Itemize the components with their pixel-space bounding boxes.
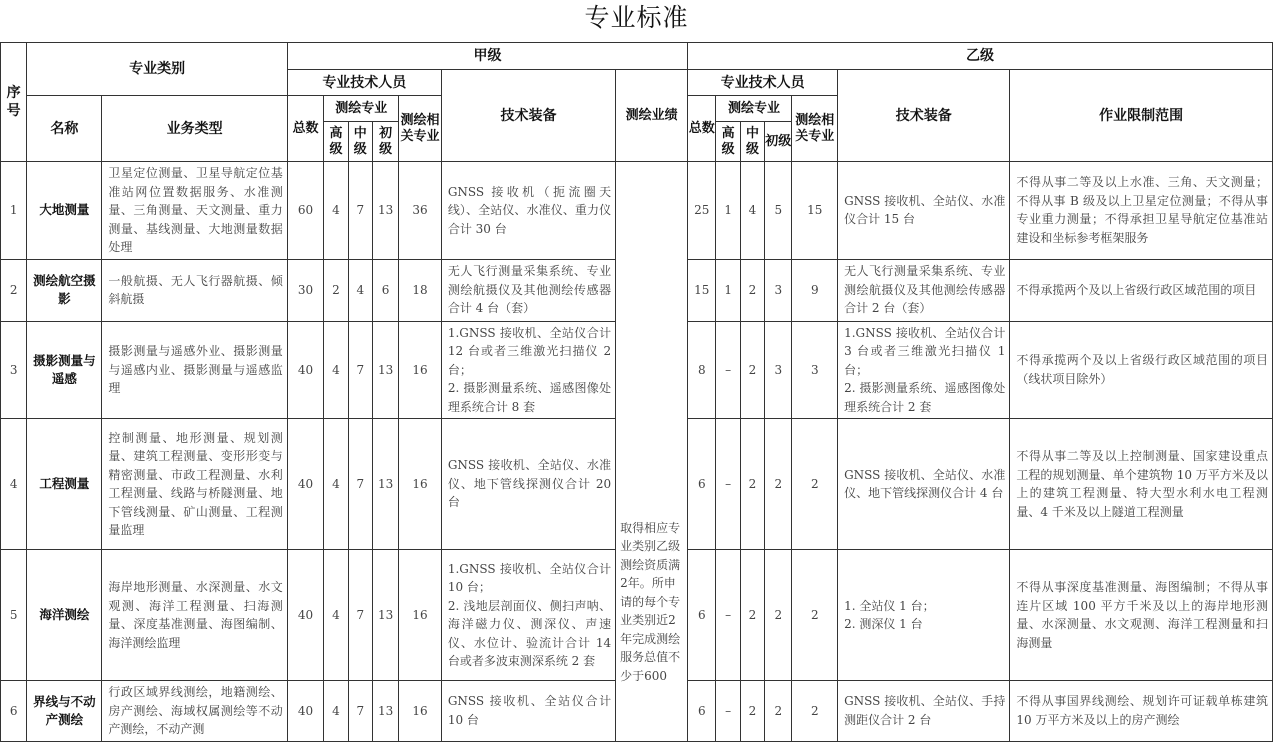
row-seq: 2 [1, 259, 27, 321]
row-b-junior: 2 [765, 550, 792, 681]
row-a-equipment: GNSS 接收机、全站仪合计 10 台 [441, 681, 615, 742]
row-scope: 不得承揽两个及以上省级行政区域范围的项目（线状项目除外） [1010, 321, 1273, 419]
row-a-related: 16 [399, 419, 442, 550]
row-business: 海岸地形测量、水深测量、水文观测、海洋工程测量、扫海测量、深度基准测量、海图编制、海洋测绘监理 [102, 550, 287, 681]
row-b-related: 2 [792, 550, 838, 681]
row-b-related: 2 [792, 681, 838, 742]
header-a-junior: 初级 [372, 122, 398, 162]
row-business: 行政区域界线测绘，地籍测绘、房产测绘、海域权属测绘等不动产测绘，不动产测 [102, 681, 287, 742]
row-b-related: 3 [792, 321, 838, 419]
row-b-equipment: 1.GNSS 接收机、全站仪合计 3 台或者三维激光扫描仪 1 台； 2. 摄影测量系统、遥感图像处理系统合计 2 套 [838, 321, 1010, 419]
page-title: 专业标准 [584, 3, 689, 32]
row-a-equipment: 1.GNSS 接收机、全站仪合计 12 台或者三维激光扫描仪 2 台； 2. 摄影测量系统、遥感图像处理系统合计 8 套 [441, 321, 615, 419]
row-scope: 不得从事二等及以上控制测量、国家建设重点工程的规划测量、单个建筑物 10 万平方米及以上的建筑工程测量、特大型水利水电工程测量、4 千米及以上隧道工程测量 [1010, 419, 1273, 550]
row-b-senior: – [716, 681, 740, 742]
row-seq: 3 [1, 321, 27, 419]
row-a-senior: 4 [324, 550, 348, 681]
row-b-total: 6 [688, 419, 716, 550]
header-scope: 作业限制范围 [1010, 70, 1273, 162]
row-name: 界线与不动产测绘 [27, 681, 102, 742]
row-a-senior: 4 [324, 419, 348, 550]
standards-table [0, 42, 1273, 742]
row-b-middle: 2 [740, 681, 764, 742]
row-scope: 不得承揽两个及以上省级行政区域范围的项目 [1010, 259, 1273, 321]
row-name: 大地测量 [27, 162, 102, 260]
row-a-senior: 2 [324, 259, 348, 321]
row-a-total: 30 [287, 259, 323, 321]
row-a-junior: 13 [372, 550, 398, 681]
header-business-type: 业务类型 [102, 96, 287, 162]
header-category: 专业类别 [27, 43, 287, 96]
row-a-related: 16 [399, 550, 442, 681]
row-b-senior: 1 [716, 162, 740, 260]
row-b-junior: 3 [765, 321, 792, 419]
header-a-survey-major: 测绘专业 [324, 96, 399, 122]
header-b-tech-staff: 专业技术人员 [688, 70, 838, 96]
header-a-middle: 中级 [348, 122, 372, 162]
row-b-related: 2 [792, 419, 838, 550]
row-a-junior: 13 [372, 321, 398, 419]
header-seq: 序号 [1, 43, 27, 162]
row-a-middle: 7 [348, 419, 372, 550]
header-b-total: 总数 [688, 96, 716, 162]
row-b-junior: 5 [765, 162, 792, 260]
row-a-equipment: GNSS 接收机、全站仪、水准仪、地下管线探测仪合计 20 台 [441, 419, 615, 550]
row-b-related: 9 [792, 259, 838, 321]
row-b-equipment: 1. 全站仪 1 台； 2. 测深仪 1 台 [838, 550, 1010, 681]
row-a-related: 16 [399, 321, 442, 419]
header-b-middle: 中级 [740, 122, 764, 162]
row-a-senior: 4 [324, 321, 348, 419]
header-a-performance: 测绘业绩 [616, 70, 688, 162]
performance-text: 取得相应专业类别乙级测绘资质满2年。所申请的每个专业类别近2年完成测绘服务总值不少于600 [620, 520, 681, 683]
row-b-middle: 2 [740, 259, 764, 321]
row-scope: 不得从事深度基准测量、海图编制；不得从事连片区域 100 平方千米及以上的海岸地形测量、水深测量、水文观测、海洋工程测量和扫海测量 [1010, 550, 1273, 681]
row-seq: 1 [1, 162, 27, 260]
row-name: 测绘航空摄影 [27, 259, 102, 321]
row-scope: 不得从事二等及以上水准、三角、天文测量；不得从事 B 级及以上卫星定位测量；不得从事专业重力测量；不得承担卫星导航定位基准站建设和坐标参考框架服务 [1010, 162, 1273, 260]
row-a-total: 40 [287, 550, 323, 681]
row-a-senior: 4 [324, 681, 348, 742]
header-grade-b: 乙级 [688, 43, 1273, 70]
row-b-related: 15 [792, 162, 838, 260]
row-a-equipment: 无人飞行测量采集系统、专业测绘航摄仪及其他测绘传感器合计 4 台（套） [441, 259, 615, 321]
header-b-senior: 高级 [716, 122, 740, 162]
row-a-middle: 7 [348, 321, 372, 419]
row-a-junior: 13 [372, 162, 398, 260]
row-a-junior: 6 [372, 259, 398, 321]
row-scope: 不得从事国界线测绘、规划许可证载单栋建筑 10 万平方米及以上的房产测绘 [1010, 681, 1273, 742]
row-b-middle: 2 [740, 419, 764, 550]
row-b-senior: – [716, 321, 740, 419]
row-b-middle: 2 [740, 321, 764, 419]
header-name: 名称 [27, 96, 102, 162]
row-b-total: 6 [688, 550, 716, 681]
header-a-equipment: 技术装备 [441, 70, 615, 162]
row-b-middle: 4 [740, 162, 764, 260]
row-a-related: 18 [399, 259, 442, 321]
row-name: 工程测量 [27, 419, 102, 550]
performance-cell [616, 162, 688, 742]
row-a-junior: 13 [372, 681, 398, 742]
row-a-equipment: GNSS 接收机（扼流圈天线）、全站仪、水准仪、重力仪合计 30 台 [441, 162, 615, 260]
header-a-senior: 高级 [324, 122, 348, 162]
row-a-middle: 7 [348, 550, 372, 681]
row-seq: 6 [1, 681, 27, 742]
row-b-equipment: GNSS 接收机、全站仪、水准仪合计 15 台 [838, 162, 1010, 260]
row-a-total: 60 [287, 162, 323, 260]
row-b-middle: 2 [740, 550, 764, 681]
row-b-total: 15 [688, 259, 716, 321]
row-a-senior: 4 [324, 162, 348, 260]
row-name: 海洋测绘 [27, 550, 102, 681]
header-b-survey-major: 测绘专业 [716, 96, 792, 122]
row-a-middle: 7 [348, 162, 372, 260]
row-business: 卫星定位测量、卫星导航定位基准站网位置数据服务、水准测量、三角测量、天文测量、重力测量、基线测量、大地测量数据处理 [102, 162, 287, 260]
row-a-middle: 4 [348, 259, 372, 321]
row-b-junior: 2 [765, 681, 792, 742]
row-b-equipment: 无人飞行测量采集系统、专业测绘航摄仪及其他测绘传感器合计 2 台（套） [838, 259, 1010, 321]
row-a-total: 40 [287, 681, 323, 742]
row-a-middle: 7 [348, 681, 372, 742]
row-name: 摄影测量与遥感 [27, 321, 102, 419]
row-b-junior: 2 [765, 419, 792, 550]
row-a-related: 16 [399, 681, 442, 742]
header-b-related: 测绘相关专业 [792, 96, 838, 162]
row-b-senior: – [716, 419, 740, 550]
row-b-junior: 3 [765, 259, 792, 321]
row-seq: 5 [1, 550, 27, 681]
row-b-senior: 1 [716, 259, 740, 321]
row-b-equipment: GNSS 接收机、全站仪、水准仪、地下管线探测仪合计 4 台 [838, 419, 1010, 550]
row-business: 控制测量、地形测量、规划测量、建筑工程测量、变形形变与精密测量、市政工程测量、水利工程测量、线路与桥隧测量、地下管线测量、矿山测量、工程测量监理 [102, 419, 287, 550]
table-row [1, 162, 1273, 260]
row-a-equipment: 1.GNSS 接收机、全站仪合计 10 台； 2. 浅地层剖面仪、侧扫声呐、海洋磁力仪、测深仪、声速仪、水位计、验流计合计 14 台或者多波束测深系统 2 套 [441, 550, 615, 681]
header-b-junior: 初级 [765, 122, 792, 162]
header-grade-a: 甲级 [287, 43, 687, 70]
row-a-total: 40 [287, 419, 323, 550]
row-business: 一般航摄、无人飞行器航摄、倾斜航摄 [102, 259, 287, 321]
header-b-equipment: 技术装备 [838, 70, 1010, 162]
header-a-total: 总数 [287, 96, 323, 162]
row-b-total: 6 [688, 681, 716, 742]
header-a-tech-staff: 专业技术人员 [287, 70, 441, 96]
row-b-equipment: GNSS 接收机、全站仪、手持测距仪合计 2 台 [838, 681, 1010, 742]
row-b-total: 25 [688, 162, 716, 260]
row-seq: 4 [1, 419, 27, 550]
row-business: 摄影测量与遥感外业、摄影测量与遥感内业、摄影测量与遥感监理 [102, 321, 287, 419]
header-a-related: 测绘相关专业 [399, 96, 442, 162]
row-a-junior: 13 [372, 419, 398, 550]
row-a-related: 36 [399, 162, 442, 260]
row-b-senior: – [716, 550, 740, 681]
row-a-total: 40 [287, 321, 323, 419]
row-b-total: 8 [688, 321, 716, 419]
